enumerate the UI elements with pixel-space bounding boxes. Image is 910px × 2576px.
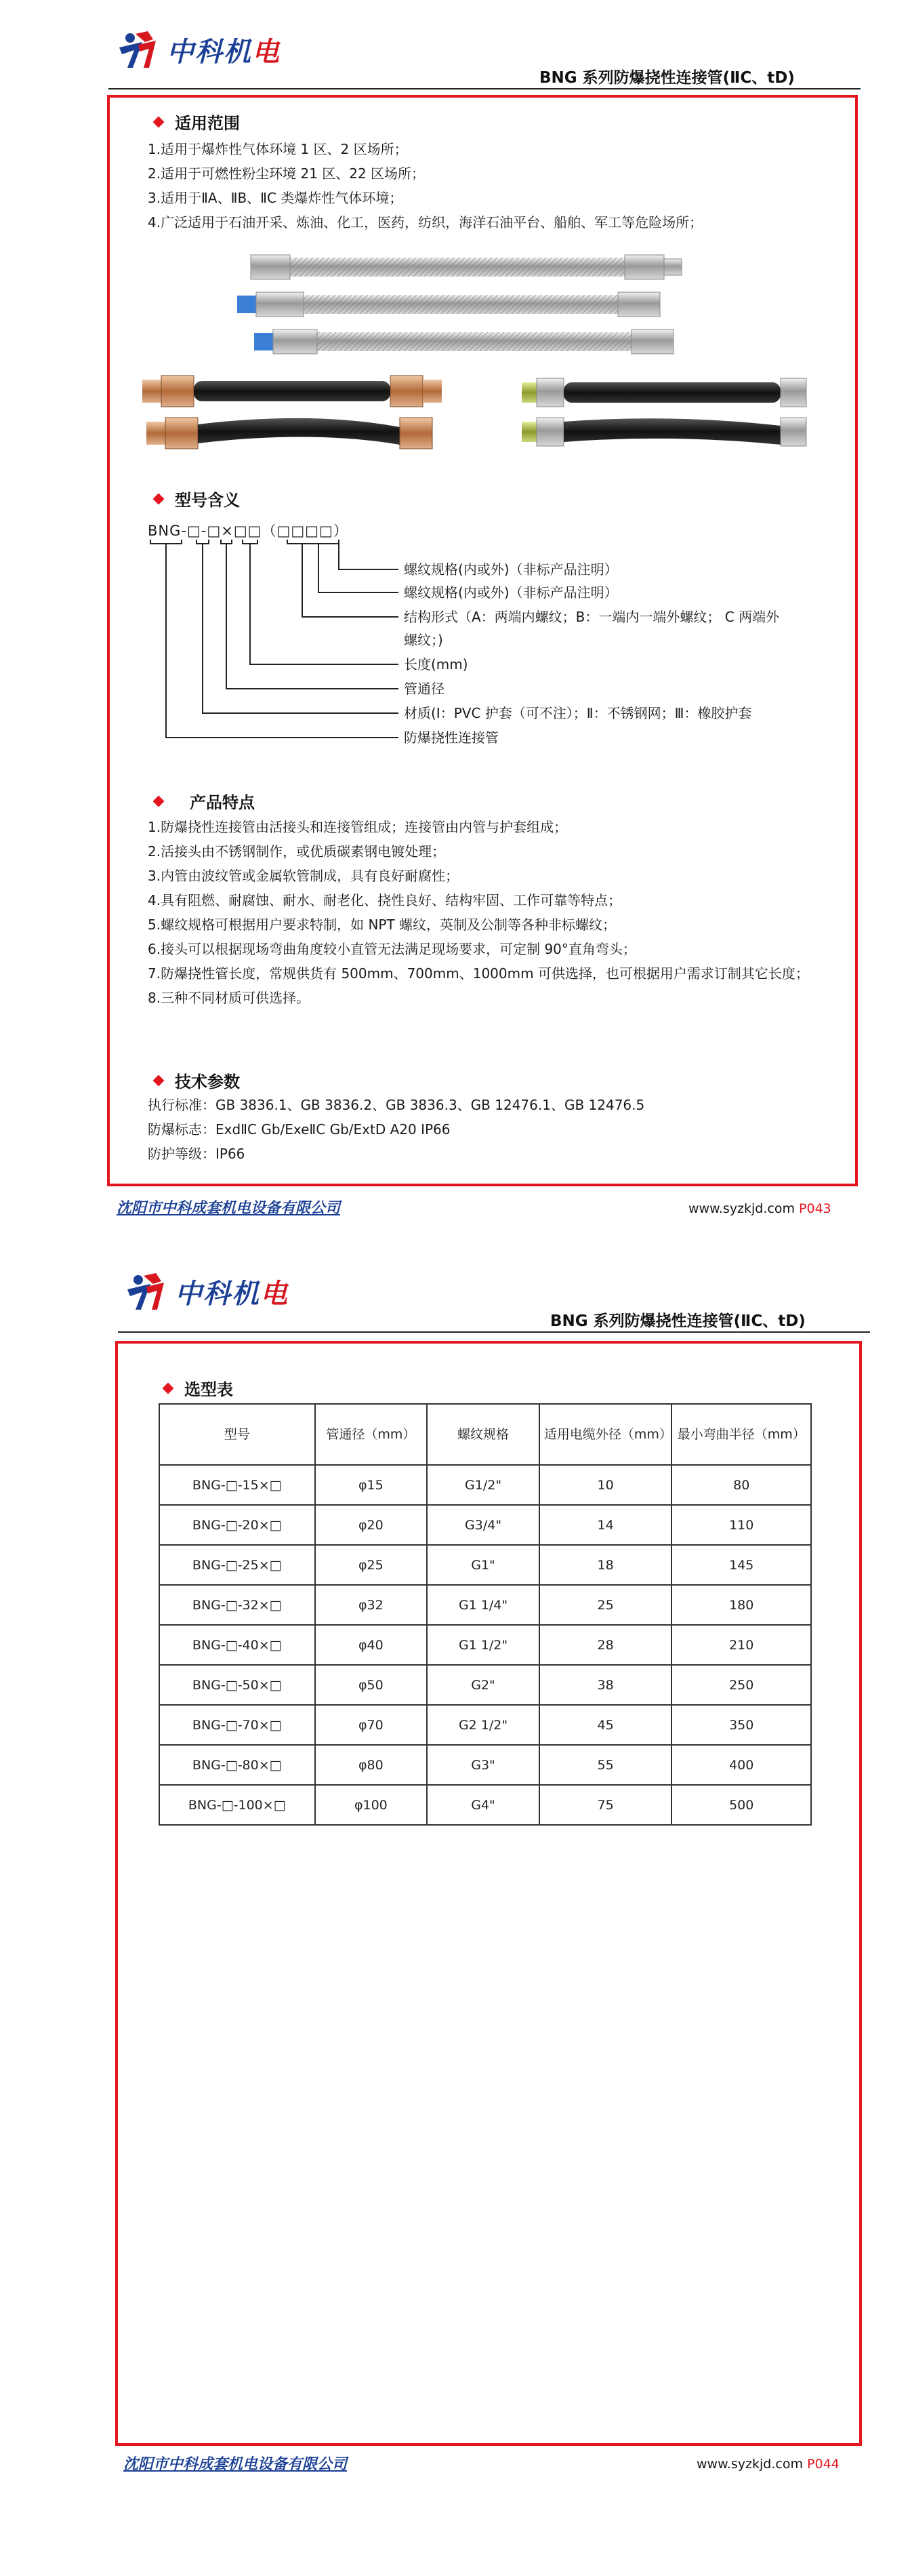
section-heading-scope: 适用范围 [154,110,240,134]
logo-mark-icon [115,28,163,71]
column-header: 管通径（mm） [315,1404,428,1465]
list-item: 5.螺纹规格可根据用户要求特制，如 NPT 螺纹，英制及公制等各种非标螺纹； [148,917,617,933]
table-cell: 145 [671,1545,811,1585]
list-item: 防爆标志：ExdⅡC Gb/ExeⅡC Gb/ExtD A20 IP66 [148,1121,451,1138]
rubber-hose-copper-2 [146,418,432,449]
table-cell: BNG-□-20×□ [159,1505,315,1545]
diamond-bullet-icon [163,1382,174,1394]
table-cell: G1 1/4" [427,1585,539,1625]
header-rule [108,88,861,89]
page-number: P044 [807,2457,840,2472]
table-row [159,1625,811,1665]
rubber-hose-brass-1 [522,378,806,407]
table-cell: G3/4" [427,1505,539,1545]
list-item: 防护等级：IP66 [148,1146,245,1162]
table-cell: G1/2" [427,1465,539,1505]
scope-list [148,137,703,235]
product-photo [142,244,827,461]
section-heading-tech: 技术参数 [154,1068,240,1092]
table-cell: G4" [427,1785,539,1825]
table-cell: 45 [539,1705,672,1745]
table-row [159,1585,811,1625]
table-row [159,1785,811,1825]
table-cell: φ15 [315,1465,428,1505]
table-cell: G1" [427,1545,539,1585]
column-header: 型号 [159,1404,315,1465]
table-row [159,1705,811,1745]
legend-item: 螺纹规格(内或外)（非标产品注明） [404,561,618,578]
tech-list [148,1093,644,1166]
page-title: BNG 系列防爆挠性连接管(ⅡC、tD) [539,69,795,87]
table-cell: 75 [539,1785,672,1825]
stainless-hose-2 [237,292,660,317]
legend-item: 防爆挠性连接管 [404,729,499,746]
legend-item: 长度(mm) [404,656,468,672]
list-item: 2.活接头由不锈钢制作，或优质碳素钢电镀处理； [148,843,446,860]
page-number: P043 [799,1201,831,1216]
column-header: 适用电缆外径（mm） [539,1404,672,1465]
table-row [159,1745,811,1785]
list-item: 4.广泛适用于石油开采、炼油、化工，医药，纺织，海洋石油平台、船舶、军工等危险场所； [148,214,703,230]
legend-item: 螺纹；) [404,632,443,648]
page-title: BNG 系列防爆挠性连接管(ⅡC、tD) [550,1312,806,1330]
rubber-hose-copper-1 [142,376,442,407]
table-cell: 110 [671,1505,811,1545]
table-cell: 210 [671,1625,811,1665]
table-cell: 500 [671,1785,811,1825]
table-cell: 350 [671,1705,811,1745]
table-cell: 28 [539,1625,672,1665]
logo-mark-icon [123,1270,171,1312]
table-cell: φ25 [315,1545,428,1585]
table-cell: BNG-□-100×□ [159,1785,315,1825]
table-cell: φ50 [315,1665,428,1705]
list-item: 7.防爆挠性管长度，常规供货有 500mm、700mm、1000mm 可供选择，也可根据用户需求订制其它长度； [148,965,809,982]
table-cell: BNG-□-25×□ [159,1545,315,1585]
table-cell: G2" [427,1665,539,1705]
stainless-hose-1 [251,255,682,279]
table-cell: φ70 [315,1705,428,1745]
diamond-bullet-icon [153,493,165,504]
table-cell: φ40 [315,1625,428,1665]
table-cell: 400 [671,1745,811,1785]
company-name: 沈阳市中科成套机电设备有限公司 [117,1200,341,1217]
table-cell: φ80 [315,1745,428,1785]
list-item: 3.内管由波纹管或金属软管制成，具有良好耐腐性； [148,868,459,884]
table-cell: 250 [671,1665,811,1705]
table-cell: BNG-□-80×□ [159,1745,315,1785]
diamond-bullet-icon [153,795,165,807]
section-heading-features: 产品特点 [154,789,255,813]
table-cell: 55 [539,1745,672,1785]
company-name: 沈阳市中科成套机电设备有限公司 [123,2456,348,2473]
rubber-hose-brass-2 [522,418,806,446]
table-cell: φ100 [315,1785,428,1825]
table-cell: 25 [539,1585,672,1625]
diamond-bullet-icon [153,116,165,127]
list-item: 1.防爆挠性连接管由活接头和连接管组成；连接管由内管与护套组成； [148,819,568,835]
legend-item: 螺纹规格(内或外)（非标产品注明） [404,584,618,601]
column-header: 螺纹规格 [427,1404,539,1465]
table-row [159,1465,811,1505]
list-item: 1.适用于爆炸性气体环境 1 区、2 区场所； [148,141,408,157]
table-cell: 38 [539,1665,672,1705]
legend-item: 结构形式（A：两端内螺纹；B：一端内一端外螺纹； C 两端外 [404,609,780,625]
table-cell: G2 1/2" [427,1705,539,1745]
company-logo [115,28,281,71]
table-row [159,1665,811,1705]
table-cell: G3" [427,1745,539,1785]
footer-url: www.syzkjd.com P044 [697,2457,840,2472]
table-cell: BNG-□-50×□ [159,1665,315,1705]
table-cell: BNG-□-70×□ [159,1705,315,1745]
logo-wordmark: 中科机电 [175,1277,289,1310]
list-item: 4.具有阻燃、耐腐蚀、耐水、耐老化、挠性良好、结构牢固、工作可靠等特点； [148,892,622,908]
footer-url: www.syzkjd.com P043 [688,1201,831,1216]
list-item: 3.适用于ⅡA、ⅡB、ⅡC 类爆炸性气体环境； [148,190,403,206]
table-row [159,1505,811,1545]
list-item: 8.三种不同材质可供选择。 [148,990,310,1006]
logo-wordmark: 中科机电 [167,35,281,68]
selection-table [159,1403,812,1826]
table-cell: 10 [539,1465,672,1505]
table-header-row [159,1404,811,1465]
table-cell: 18 [539,1545,672,1585]
list-item: 6.接头可以根据现场弯曲角度较小直管无法满足现场要求，可定制 90°直角弯头； [148,941,636,957]
company-logo [123,1270,289,1312]
table-cell: 14 [539,1505,672,1545]
table-cell: φ20 [315,1505,428,1545]
model-code: BNG-□-□×□□（□□□□） [148,523,348,539]
table-cell: BNG-□-32×□ [159,1585,315,1625]
diamond-bullet-icon [153,1074,165,1086]
table-row [159,1545,811,1585]
table-cell: φ32 [315,1585,428,1625]
section-heading-model: 型号含义 [154,487,240,510]
legend-item: 材质(Ⅰ：PVC 护套（可不注）；Ⅱ：不锈钢网；Ⅲ：橡胶护套 [404,705,752,721]
table-cell: 80 [671,1465,811,1505]
features-list [148,815,839,1010]
list-item: 2.适用于可燃性粉尘环境 21 区、22 区场所； [148,165,426,182]
table-cell: 180 [671,1585,811,1625]
table-cell: G1 1/2" [427,1625,539,1665]
header-rule [118,1331,870,1333]
column-header: 最小弯曲半径（mm） [671,1404,811,1465]
legend-item: 管通径 [404,681,444,697]
table-cell: BNG-□-15×□ [159,1465,315,1505]
list-item: 执行标准：GB 3836.1、GB 3836.2、GB 3836.3、GB 12476.1、GB 12476.5 [148,1097,645,1113]
stainless-hose-3 [254,329,674,354]
model-diagram-lines [142,536,413,759]
section-heading-table: 选型表 [164,1376,233,1400]
table-cell: BNG-□-40×□ [159,1625,315,1665]
